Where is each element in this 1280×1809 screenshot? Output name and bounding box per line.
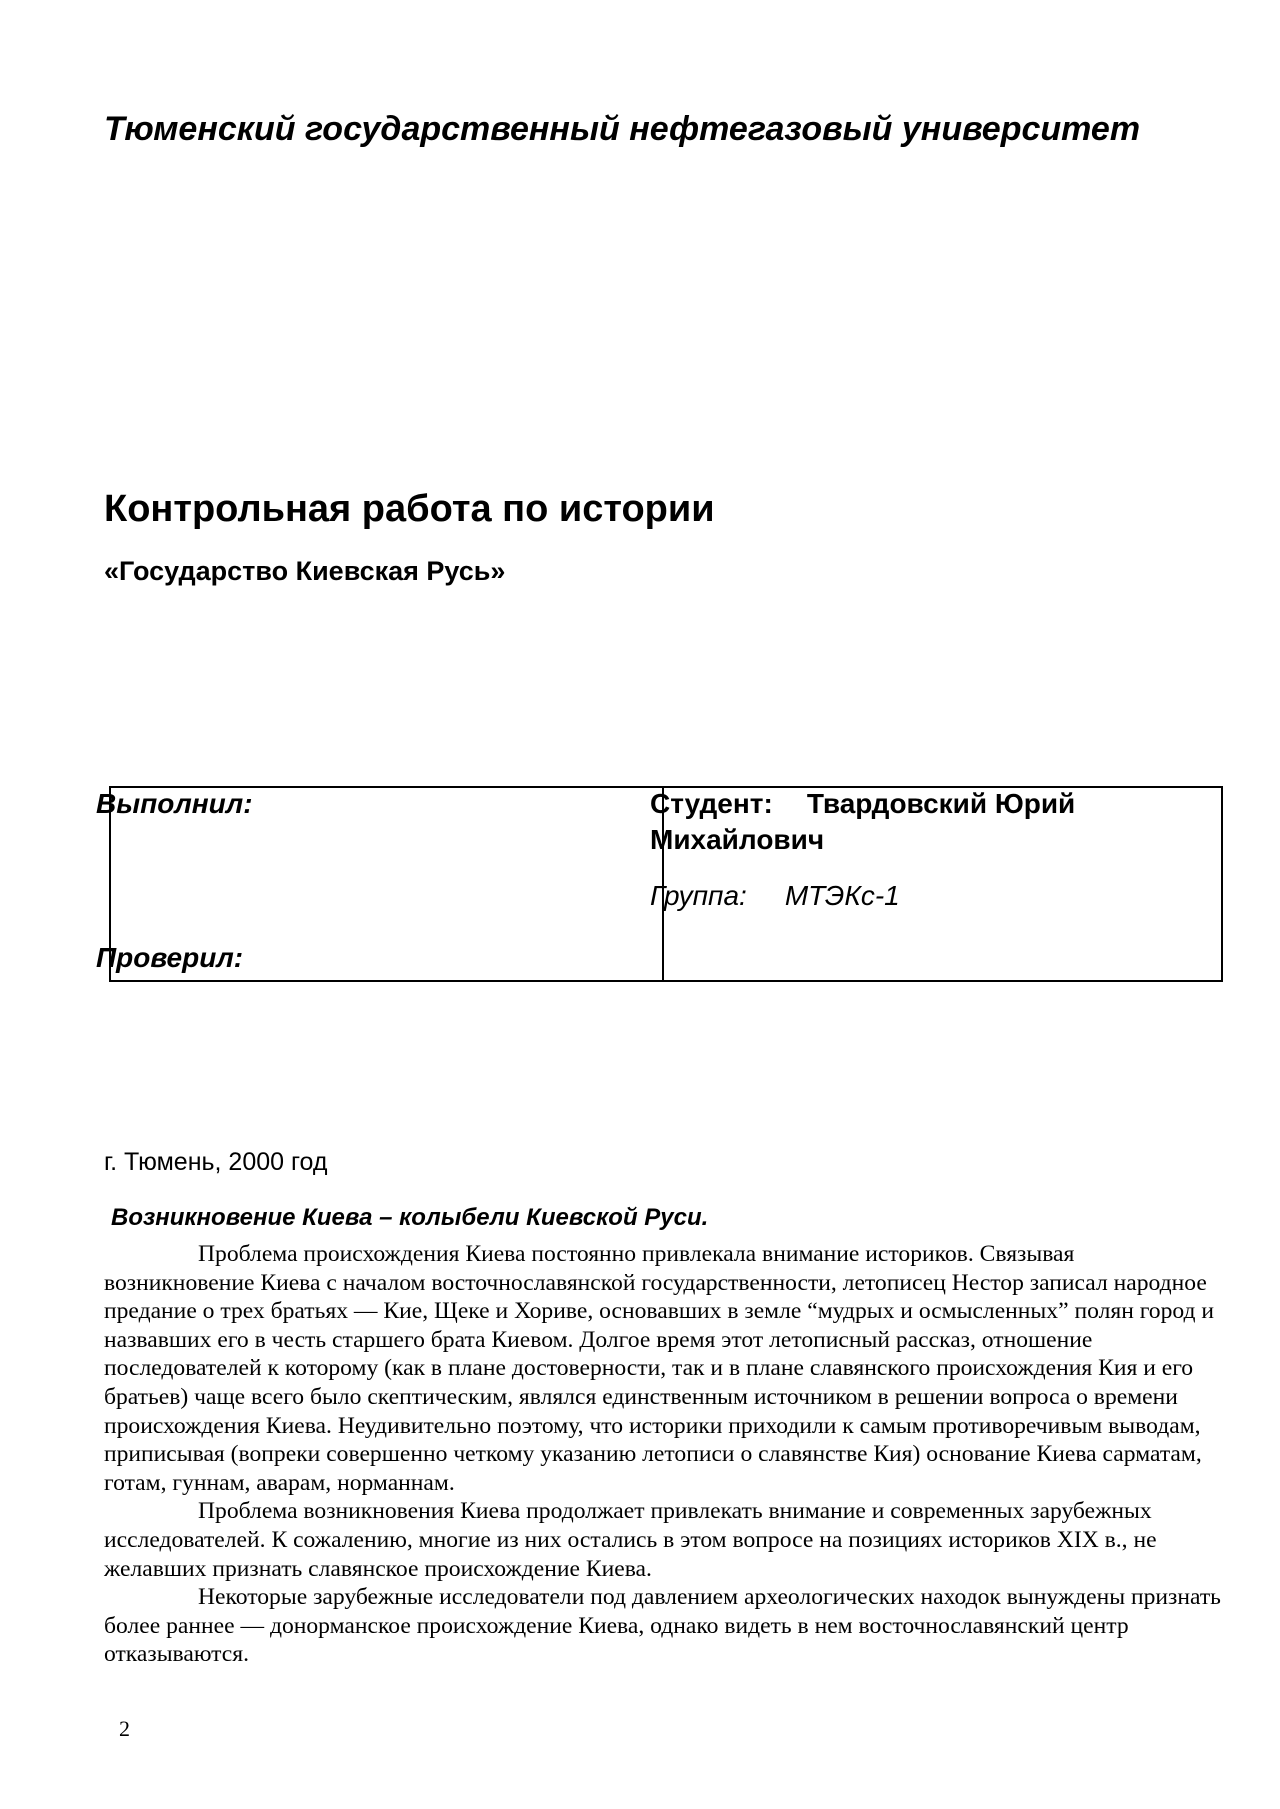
group-info bbox=[650, 880, 900, 912]
body-text bbox=[104, 1240, 1224, 1669]
student-name: Твардовский Юрий Михайлович bbox=[650, 788, 1076, 855]
student-label: Студент: bbox=[650, 788, 773, 819]
work-subject: «Государство Киевская Русь» bbox=[104, 556, 506, 586]
place-date: г. Тюмень, 2000 год bbox=[104, 1148, 328, 1176]
page-number: 2 bbox=[119, 1716, 130, 1741]
section-heading: Возникновение Киева – колыбели Киевской Руси. bbox=[111, 1204, 709, 1231]
paragraph-1: Проблема происхождения Киева постоянно привлекала внимание историков. Связывая возникновение Киева с началом восточнославянской государственности, летописец Нестор записал народное предание о трех братьях — Кие, Щеке и Хориве, основавших в земле “мудрых и осмысленных” полян город и назвавших его в честь старшего брата Киевом. Долгое время этот летописный рассказ, отношение последователей к которому (как в плане достоверности, так и в плане славянского происхождения Кия и его братьев) чаще всего было скептическим, являлся единственным источником в решении вопроса о времени происхождения Киева. Неудивительно поэтому, что историки приходили к самым противоречивым выводам, приписывая (вопреки совершенно четкому указанию летописи о славянстве Кия) основание Киева сарматам, готам, гуннам, аварам, норманнам. bbox=[104, 1241, 1215, 1496]
group-value: МТЭКс-1 bbox=[784, 880, 900, 911]
paragraph-2: Проблема возникновения Киева продолжает привлекать внимание и современных зарубежных исследователей. К сожалению, многие из них остались в этом вопросе на позициях историков XIX в., не желавших признать славянское происхождение Киева. bbox=[104, 1498, 1157, 1582]
university-name: Тюменский государственный нефтегазовый университет bbox=[104, 110, 1141, 148]
work-title: Контрольная работа по истории bbox=[104, 488, 715, 530]
done-label: Выполнил: bbox=[96, 788, 253, 819]
group-label: Группа: bbox=[650, 880, 747, 911]
student-info bbox=[650, 786, 1210, 858]
checked-label: Проверил: bbox=[96, 942, 244, 973]
paragraph-3: Некоторые зарубежные исследователи под давлением археологических находок вынуждены признать более раннее — донорманское происхождение Киева, однако видеть в нем восточнославянский центр отказываются. bbox=[104, 1584, 1221, 1668]
